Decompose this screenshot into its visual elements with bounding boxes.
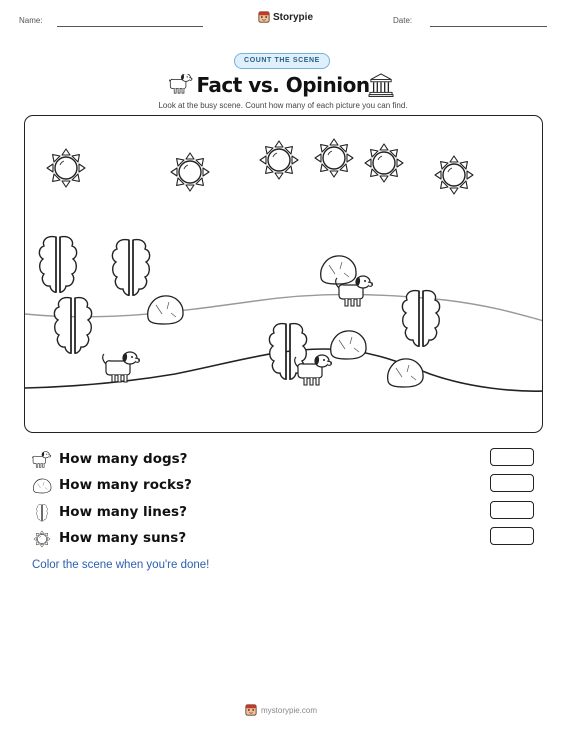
- busy-scene: [24, 115, 543, 433]
- question-text: How many suns?: [59, 530, 187, 546]
- question-text: How many lines?: [59, 504, 187, 520]
- footer: [245, 704, 317, 716]
- brand-logo: [258, 11, 313, 23]
- sun-5: [365, 144, 403, 182]
- closing-instruction: Color the scene when you're done!: [32, 559, 210, 571]
- dog-1: [103, 352, 140, 382]
- date-label: Date:: [393, 16, 413, 25]
- question-text: How many dogs?: [59, 451, 188, 467]
- activity-badge: COUNT THE SCENE: [234, 53, 330, 69]
- answer-box-suns[interactable]: [490, 527, 534, 545]
- footer-url[interactable]: mystorypie.com: [261, 705, 318, 715]
- answer-box-dogs[interactable]: [490, 448, 534, 466]
- name-label: Name:: [19, 16, 43, 25]
- question-dogs: [32, 450, 542, 470]
- brain-lines-1: [39, 237, 76, 293]
- answer-box-lines[interactable]: [490, 501, 534, 519]
- lines-icon: [32, 504, 52, 522]
- answer-box-rocks[interactable]: [490, 474, 534, 492]
- rock-1: [148, 296, 183, 324]
- sun-icon: [32, 530, 52, 548]
- date-line[interactable]: [430, 26, 547, 27]
- question-text: How many rocks?: [59, 477, 192, 493]
- sun-4: [315, 139, 353, 177]
- brain-lines-3: [54, 298, 91, 354]
- sun-2: [171, 153, 209, 191]
- storypie-mascot-icon: [245, 704, 257, 716]
- rock-3: [331, 331, 366, 359]
- brand-name: Storypie: [273, 11, 314, 23]
- rock-2: [321, 256, 356, 284]
- page-subtitle: Look at the busy scene. Count how many of each picture you can find.: [158, 101, 408, 110]
- landmark-icon: [368, 73, 394, 97]
- sun-3: [260, 141, 298, 179]
- scene-illustration: [25, 116, 543, 433]
- question-suns: [32, 529, 542, 549]
- brain-lines-4: [402, 291, 439, 347]
- question-lines: [32, 503, 542, 523]
- name-line[interactable]: [57, 26, 203, 27]
- question-rocks: [32, 476, 542, 496]
- sun-6: [435, 156, 473, 194]
- page-title: Fact vs. Opinion: [196, 73, 370, 97]
- sun-1: [47, 149, 85, 187]
- dog-icon: [32, 451, 52, 469]
- storypie-mascot-icon: [258, 11, 270, 23]
- brain-lines-2: [112, 240, 149, 296]
- rock-4: [388, 359, 423, 387]
- rock-icon: [32, 477, 52, 495]
